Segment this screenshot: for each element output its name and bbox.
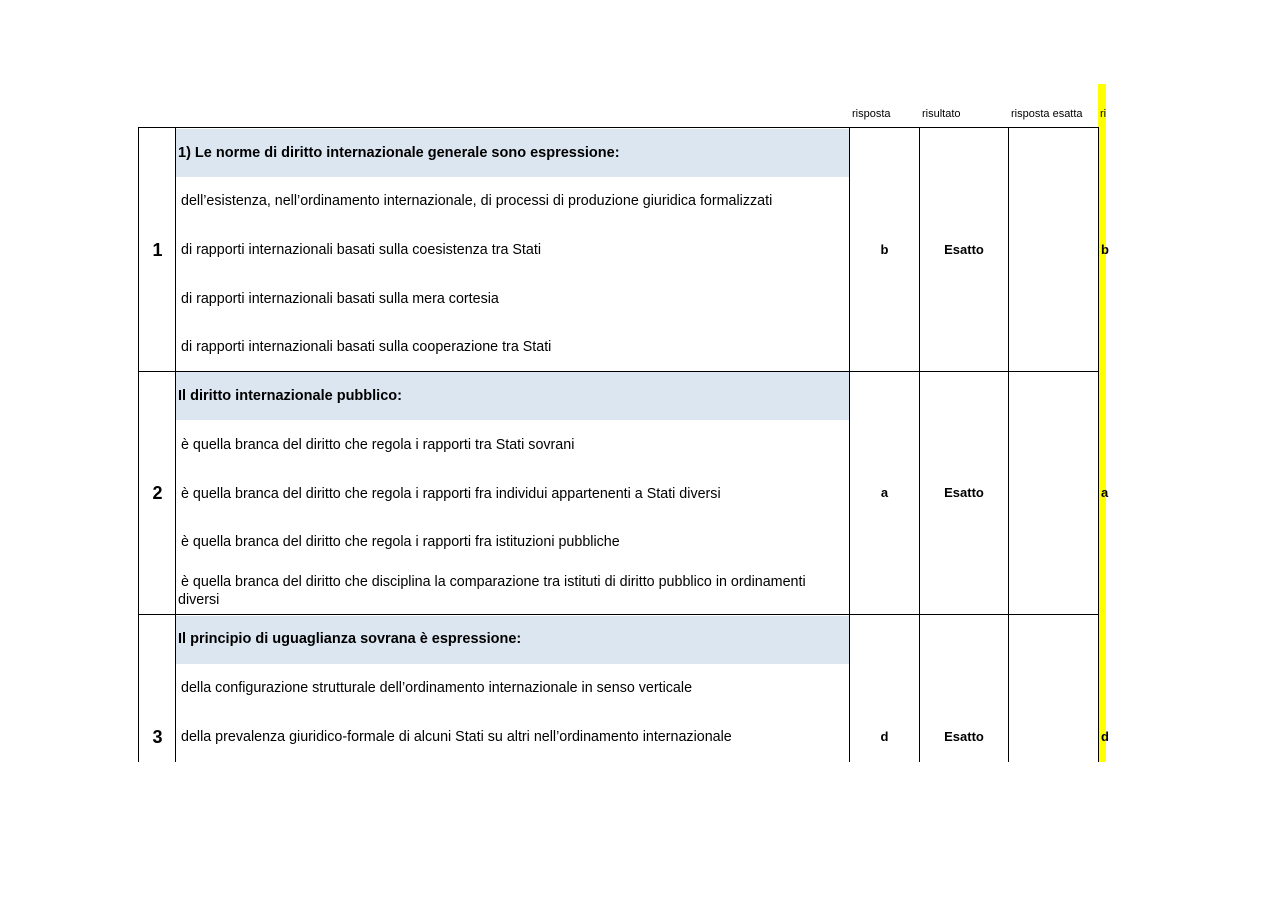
question-2-option-d: è quella branca del diritto che disciplina la comparazione tra istituti di diritto pubblico in ordinamenti diversi — [178, 574, 806, 608]
question-3-text: Il principio di uguaglianza sovrana è espressione: — [178, 631, 522, 647]
question-3-correct-cutoff: d — [1101, 729, 1109, 744]
question-1-answer[interactable]: b — [880, 242, 889, 257]
question-3-number: 3 — [152, 727, 163, 747]
grid-line-col-question — [849, 127, 850, 762]
question-2-number: 2 — [152, 483, 163, 503]
header-result: risultato — [922, 108, 961, 120]
question-3-option-b: della prevalenza giuridico-formale di alcuni Stati su altri nell’ordinamento internazionale — [181, 729, 732, 745]
question-2-option-b: è quella branca del diritto che regola i rapporti fra individui appartenenti a Stati diversi — [181, 486, 721, 502]
question-2-result: Esatto — [944, 485, 984, 500]
question-3-result: Esatto — [944, 729, 984, 744]
grid-line-col-answer — [919, 127, 920, 762]
question-3-option-a: della configurazione strutturale dell’ordinamento internazionale in senso verticale — [181, 680, 693, 696]
question-1-option-c: di rapporti internazionali basati sulla mera cortesia — [181, 291, 499, 307]
header-correct-answer: risposta esatta — [1011, 108, 1083, 120]
question-3-answer[interactable]: d — [880, 729, 889, 744]
grid-line-row-1 — [138, 371, 1099, 372]
question-2-option-a: è quella branca del diritto che regola i rapporti tra Stati sovrani — [181, 437, 575, 453]
question-2-correct-cutoff: a — [1101, 485, 1109, 500]
grid-line-row-2 — [138, 614, 1099, 615]
question-1-number: 1 — [152, 240, 163, 260]
grid-line-col-result — [1008, 127, 1009, 762]
question-2-option-c: è quella branca del diritto che regola i rapporti fra istituzioni pubbliche — [181, 534, 620, 550]
grid-line-col-left — [138, 127, 139, 762]
header-cut-off: ri — [1100, 108, 1107, 120]
header-answer: risposta — [852, 108, 891, 120]
grid-line-col-correct — [1098, 127, 1099, 762]
question-1-option-d: di rapporti internazionali basati sulla cooperazione tra Stati — [181, 339, 552, 355]
question-1-option-b: di rapporti internazionali basati sulla coesistenza tra Stati — [181, 242, 541, 258]
grid-line-col-number — [175, 127, 176, 762]
highlight-column — [1098, 84, 1109, 762]
question-2-answer[interactable]: a — [880, 485, 889, 500]
question-1-option-a: dell’esistenza, nell’ordinamento internazionale, di processi di produzione giuridica formalizzati — [181, 193, 773, 209]
question-2-text: Il diritto internazionale pubblico: — [178, 388, 402, 404]
question-1-result: Esatto — [944, 242, 984, 257]
question-1-correct-cutoff: b — [1101, 242, 1109, 257]
question-1-text: 1) Le norme di diritto internazionale generale sono espressione: — [178, 145, 620, 161]
grid-line-top — [138, 127, 1099, 128]
